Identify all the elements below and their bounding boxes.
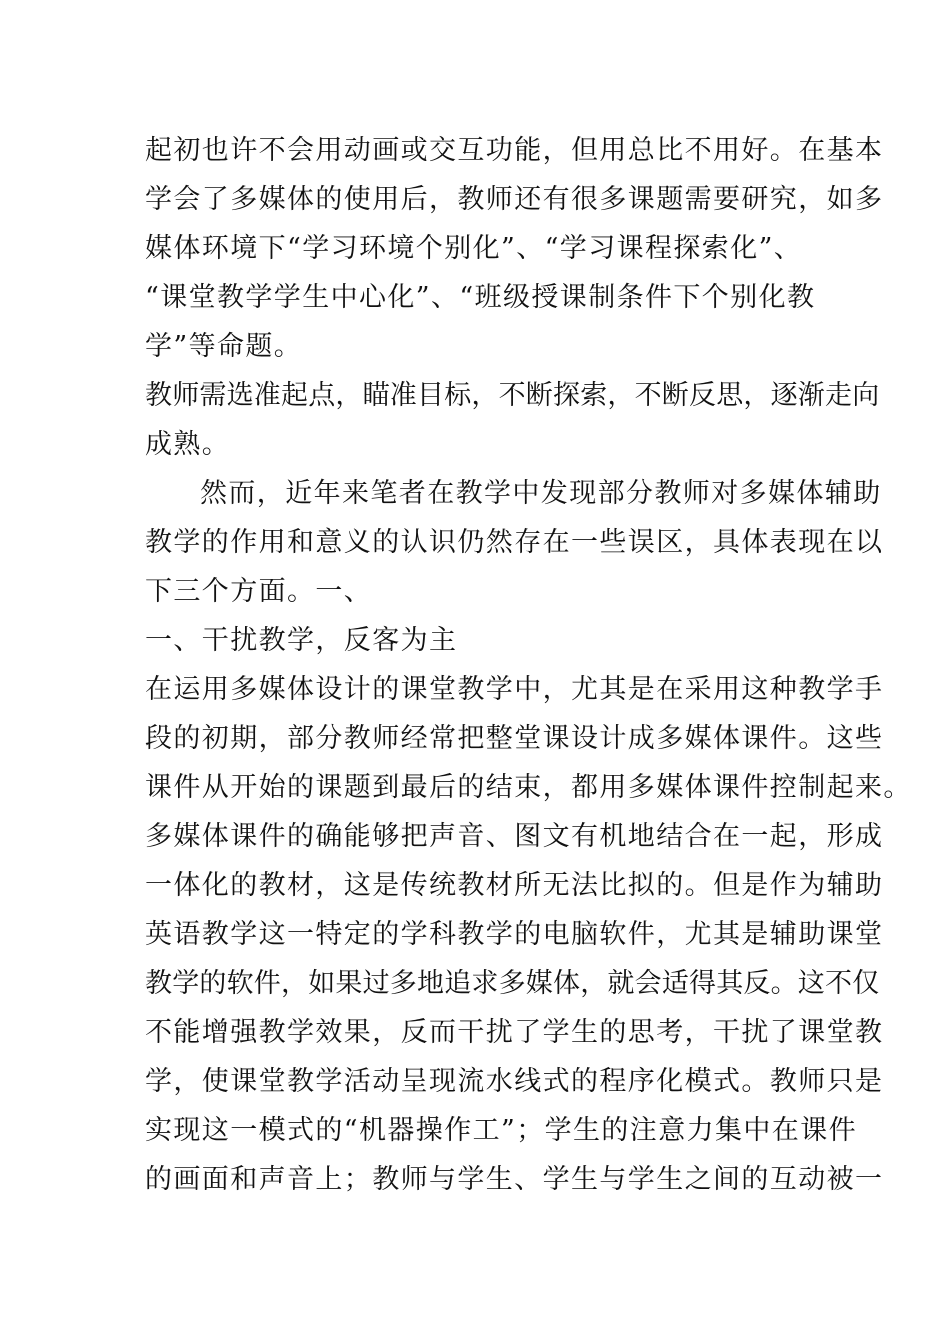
text-line: 英语教学这一特定的学科教学的电脑软件，尤其是辅助课堂: [145, 919, 884, 950]
text-line: 多媒体课件的确能够把声音、图文有机地结合在一起，形成: [145, 821, 884, 852]
text-line: 的画面和声音上；教师与学生、学生与学生之间的互动被一: [145, 1164, 884, 1195]
text-line: 学会了多媒体的使用后，教师还有很多课题需要研究，如多: [145, 184, 884, 215]
text-line: 媒体环境下“学习环境个别化”、“学习课程探索化”、: [145, 233, 803, 264]
text-line: 学，使课堂教学活动呈现流水线式的程序化模式。教师只是: [145, 1066, 884, 1097]
text-line: 学”等命题。: [145, 331, 303, 362]
text-line: 课件从开始的课题到最后的结束，都用多媒体课件控制起来。: [145, 772, 912, 803]
text-line: 不能增强教学效果，反而干扰了学生的思考，干扰了课堂教: [145, 1017, 884, 1048]
paragraph-first-line: 然而，近年来笔者在教学中发现部分教师对多媒体辅助: [200, 478, 882, 509]
text-line: 实现这一模式的“机器操作工”；学生的注意力集中在课件: [145, 1115, 858, 1146]
text-line: 一体化的教材，这是传统教材所无法比拟的。但是作为辅助: [145, 870, 884, 901]
body-text: [145, 126, 912, 1204]
text-line: 段的初期，部分教师经常把整堂课设计成多媒体课件。这些: [145, 723, 884, 754]
text-line: 起初也许不会用动画或交互功能，但用总比不用好。在基本: [145, 135, 884, 166]
text-line: 下三个方面。一、: [145, 576, 373, 607]
text-line: “课堂教学学生中心化”、“班级授课制条件下个别化教: [145, 282, 816, 313]
text-line: 教学的作用和意义的认识仍然存在一些误区，具体表现在以: [145, 527, 884, 558]
text-line: 教学的软件，如果过多地追求多媒体，就会适得其反。这不仅: [145, 968, 880, 999]
text-line: 教师需选准起点，瞄准目标，不断探索，不断反思，逐渐走向: [145, 380, 880, 411]
text-line: 成熟。: [145, 429, 231, 460]
text-line: 在运用多媒体设计的课堂教学中，尤其是在采用这种教学手: [145, 674, 884, 705]
section-heading: 一、干扰教学，反客为主: [145, 625, 458, 656]
